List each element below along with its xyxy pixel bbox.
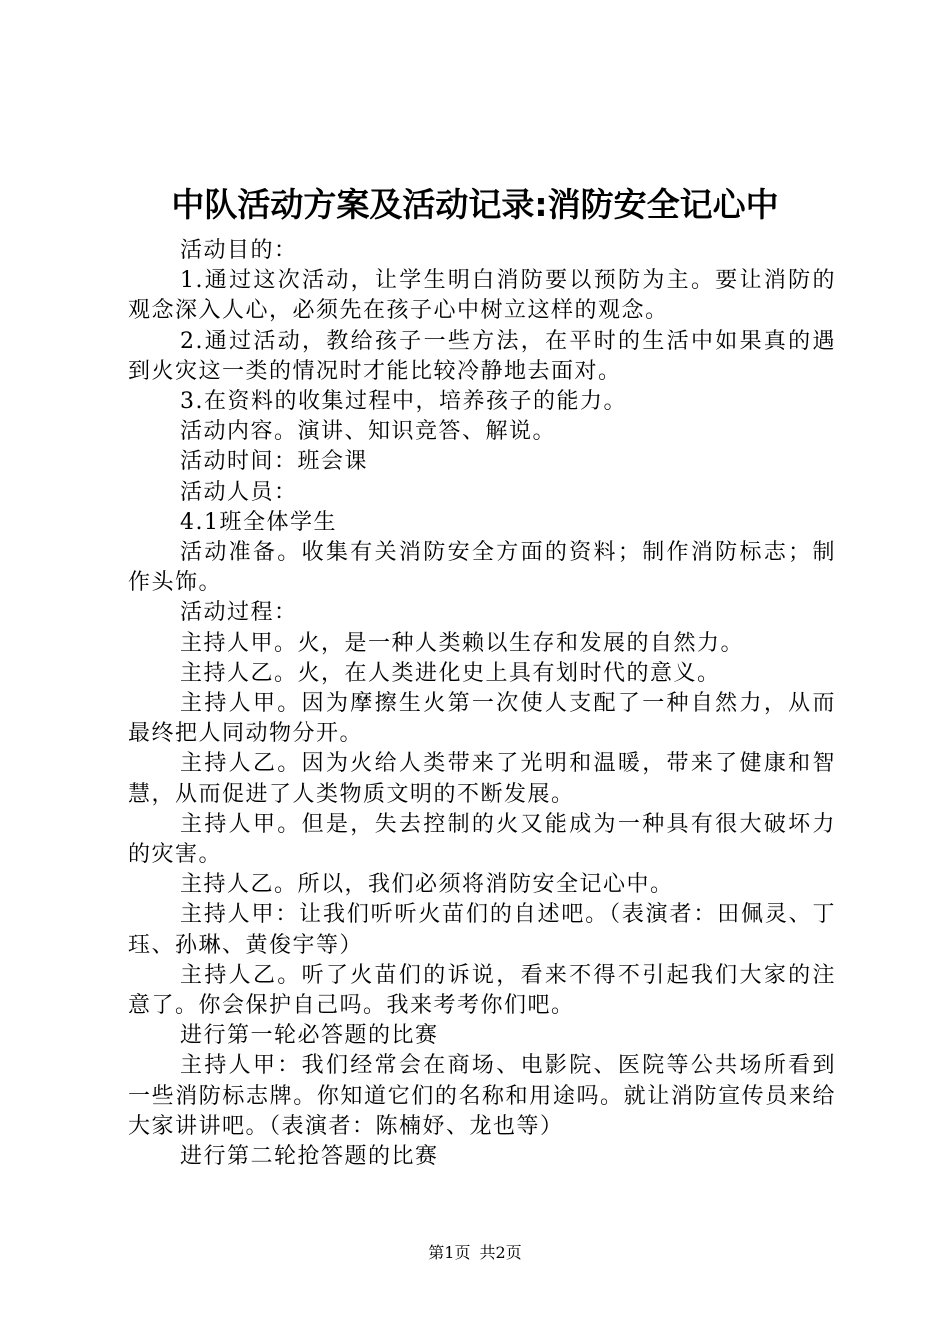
paragraph: 主持人乙。因为火给人类带来了光明和温暖，带来了健康和智慧，从而促进了人类物质文明的不断发展。	[128, 751, 836, 807]
page-number: 第1页	[428, 1243, 471, 1262]
paragraph: 活动目的：	[180, 238, 298, 263]
paragraph: 主持人甲：让我们听听火苗们的自述吧。（表演者：田佩灵、丁珏、孙琳、黄俊宇等）	[128, 902, 836, 958]
paragraph: 活动时间：班会课	[180, 449, 369, 475]
paragraph: 活动准备。收集有关消防安全方面的资料；制作消防标志；制作头饰。	[128, 540, 836, 596]
paragraph: 进行第二轮抢答题的比赛	[180, 1144, 439, 1170]
document-body	[128, 236, 836, 1172]
paragraph: 活动过程：	[180, 600, 298, 626]
paragraph: 4.1班全体学生	[180, 509, 337, 535]
paragraph: 主持人甲。但是，失去控制的火又能成为一种具有很大破坏力的灾害。	[128, 811, 836, 868]
paragraph: 进行第一轮必答题的比赛	[180, 1023, 439, 1049]
paragraph: 主持人乙。所以，我们必须将消防安全记心中。	[180, 872, 674, 898]
paragraph: 1.通过这次活动，让学生明白消防要以预防为主。要让消防的观念深入人心，必须先在孩子心中树立这样的观念。	[128, 268, 836, 324]
paragraph: 主持人甲。火，是一种人类赖以生存和发展的自然力。	[180, 630, 745, 656]
paragraph: 主持人甲：我们经常会在商场、电影院、医院等公共场所看到一些消防标志牌。你知道它们的名称和用途吗。就让消防宣传员来给大家讲讲吧。（表演者：陈楠妤、龙也等）	[128, 1053, 836, 1139]
paragraph: 3.在资料的收集过程中，培养孩子的能力。	[180, 389, 627, 415]
paragraph: 主持人甲。因为摩擦生火第一次使人支配了一种自然力，从而最终把人同动物分开。	[128, 691, 836, 747]
document-title: 中队活动方案及活动记录:消防安全记心中	[171, 185, 779, 224]
paragraph: 活动内容。演讲、知识竞答、解说。	[180, 419, 557, 445]
paragraph: 活动人员：	[180, 479, 298, 505]
page-footer	[0, 1242, 950, 1264]
paragraph: 主持人乙。听了火苗们的诉说，看来不得不引起我们大家的注意了。你会保护自己吗。我来考考你们吧。	[128, 962, 836, 1019]
page-total: 共2页	[479, 1243, 522, 1262]
paragraph: 2.通过活动，教给孩子一些方法，在平时的生活中如果真的遇到火灾这一类的情况时才能比较冷静地去面对。	[128, 328, 836, 384]
paragraph: 主持人乙。火，在人类进化史上具有划时代的意义。	[180, 660, 721, 686]
